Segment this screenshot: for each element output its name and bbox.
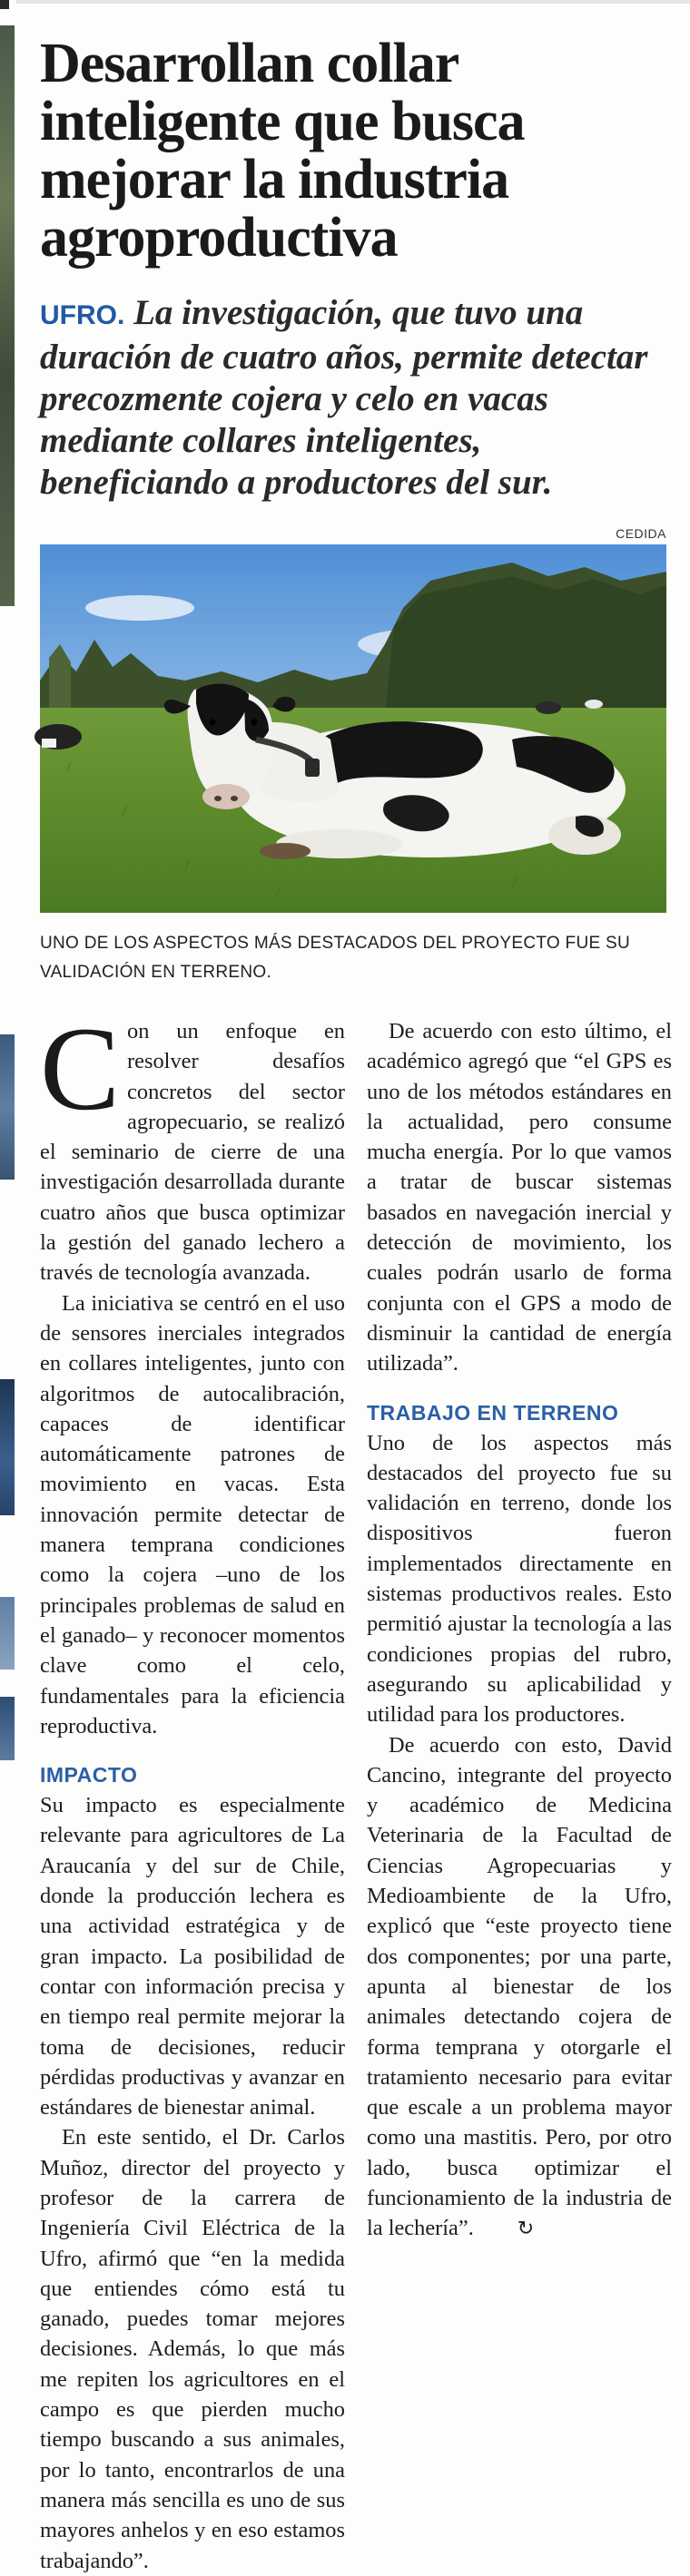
paragraph-text: De acuerdo con esto, David Cancino, integrante del proyecto y académico de Medicina Veterinaria de la Facultad de Ciencias Agropecuarias y Medioambiente de la Ufro, explicó que “este proyecto tiene dos componentes; por una parte, apunta al bienestar de los animales detectando cojera de forma temprana y otorgarle el tratamiento necesario para evitar que escale a un problema mayor como una mastitis. Pero, por otro lado, busca optimizar el funcionamiento de la industria de la lechería”. (367, 1732, 672, 2241)
article-lead (40, 292, 666, 504)
paragraph: Su impacto es especialmente relevante para agricultores de La Araucanía y del sur de Chile, donde la producción lechera es una actividad estratégica y de gran impacto. La posibilidad de contar con información precisa y en tiempo real permite mejorar la toma de decisiones, reducir pérdidas productivas y avanzar en estándares de bienestar animal. (40, 1793, 345, 2121)
photo-caption: UNO DE LOS ASPECTOS MÁS DESTACADOS DEL PROYECTO FUE SU VALIDACIÓN EN TERRENO. (40, 934, 631, 982)
paragraph: Uno de los aspectos más destacados del proyecto fue su validación en terreno, donde los dispositivos fueron implementados directamente en sistemas productivos reales. Esto permitió ajustar la tecnología a las condiciones propias del rubro, asegurando su aplicabilidad y utilidad para los productores. (367, 1430, 672, 1728)
cow-photo (40, 544, 666, 913)
subhead-impacto: IMPACTO (40, 1763, 138, 1788)
adjacent-page-scrap (0, 0, 9, 9)
paragraph (367, 1730, 672, 2245)
adjacent-page-photo-scrap (0, 25, 15, 606)
cow-in-field-image (40, 544, 666, 913)
paragraph: De acuerdo con esto último, el académico agregó que “el GPS es uno de los métodos estándares en la actualidad, pero consume mucha energía. Por lo que vamos a tratar de buscar sistemas basados en navegación inercial y detección de movimiento, los cuales podrán usarlo de forma conjunta con el GPS a modo de disminuir la cantidad de energía utilizada”. (367, 1019, 672, 1376)
end-of-article-icon: ↻ (517, 2218, 535, 2241)
paragraph: La iniciativa se centró en el uso de sensores inerciales integrados en collares inteligentes, junto con algoritmos de autocalibración, capaces de identificar automáticamente patrones de movimiento en vacas. Esta innovación permite detectar de manera temprana condiciones como la cojera –uno de los principales problemas de salud en el ganado– y reconocer momentos clave como el celo, fundamentales para la eficiencia reproductiva. (40, 1290, 345, 1739)
top-rule (16, 0, 690, 4)
adjacent-page-photo-scrap (0, 1697, 15, 1760)
lead-kicker: UFRO. (40, 300, 125, 330)
drop-cap: C (40, 1002, 121, 1135)
photo-credit: CEDIDA (616, 526, 666, 541)
adjacent-page-photo-scrap (0, 1379, 15, 1515)
lead-text: La investigación, que tuvo una duración de cuatro años, permite detectar precozmente cojera y celo en vacas mediante collares inteligentes, beneficiando a productores del sur. (40, 293, 648, 502)
subhead-trabajo-en-terreno: TRABAJO EN TERRENO (367, 1400, 619, 1425)
article-column-right (367, 1016, 672, 2245)
paragraph (40, 1002, 345, 1288)
paragraph-text: on un enfoque en resolver desafíos concretos del sector agropecuario, se realizó el seminario de cierre de una investigación desarrollada durante cuatro años que busca optimizar la gestión del ganado lechero a través de tecnología avanzada. (40, 1019, 345, 1286)
article-column-left (40, 1002, 345, 2576)
adjacent-page-photo-scrap (0, 1597, 15, 1670)
adjacent-page-photo-scrap (0, 1034, 15, 1180)
paragraph: En este sentido, el Dr. Carlos Muñoz, director del proyecto y profesor de la carrera de Ingeniería Civil Eléctrica de la Ufro, afirmó que “en la medida que entiendes cómo está tu ganado, puedes tomar mejores decisiones. Además, lo que más me repiten los agricultores en el campo es que pierden mucho tiempo buscando a sus animales, por lo tanto, encontrarlos de una manera más sencilla es uno de sus mayores anhelos y en eso estamos trabajando”. (40, 2125, 345, 2573)
article-headline: Desarrollan collar inteligente que busca mejorar la industria agroproductiva (40, 33, 525, 269)
